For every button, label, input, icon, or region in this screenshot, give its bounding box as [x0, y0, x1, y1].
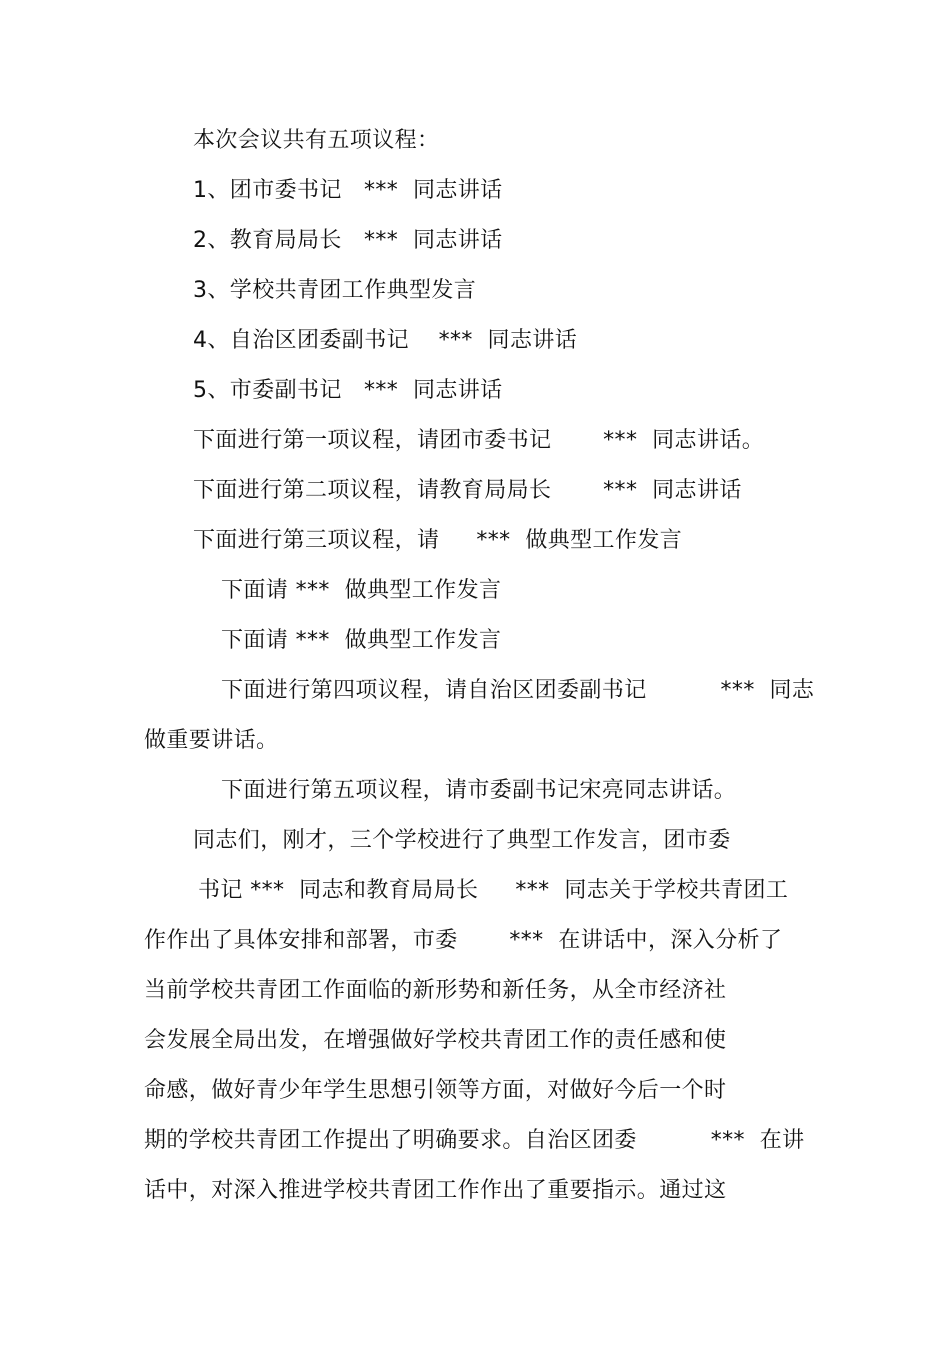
paragraph-line: 期的学校共青团工作提出了明确要求。自治区团委 *** 在讲: [144, 1128, 805, 1153]
paragraph-line: 下面请 *** 做典型工作发言: [221, 628, 502, 653]
agenda-item-4: 4、自治区团委副书记 *** 同志讲话: [193, 328, 578, 353]
paragraph-line: 话中，对深入推进学校共青团工作作出了重要指示。通过这: [144, 1178, 727, 1203]
paragraph-line: 下面进行第四项议程，请自治区团委副书记 *** 同志: [221, 678, 815, 703]
paragraph-line: 当前学校共青团工作面临的新形势和新任务，从全市经济社: [144, 978, 727, 1003]
paragraph-line: 做重要讲话。: [144, 728, 279, 753]
paragraph-line: 下面进行第三项议程，请 *** 做典型工作发言: [193, 528, 683, 553]
paragraph-line: 下面进行第二项议程，请教育局局长 *** 同志讲话: [193, 478, 742, 503]
paragraph-line: 下面请 *** 做典型工作发言: [221, 578, 502, 603]
paragraph-line: 会发展全局出发，在增强做好学校共青团工作的责任感和使: [144, 1028, 727, 1053]
paragraph-line: 同志们，刚才，三个学校进行了典型工作发言，团市委: [193, 828, 731, 853]
paragraph-line: 作作出了具体安排和部署，市委 *** 在讲话中，深入分析了: [144, 928, 783, 953]
paragraph-line: 命感，做好青少年学生思想引领等方面，对做好今后一个时: [144, 1078, 727, 1103]
agenda-item-3: 3、学校共青团工作典型发言: [193, 278, 477, 303]
paragraph-line: 书记 *** 同志和教育局局长 *** 同志关于学校共青团工: [198, 878, 789, 903]
agenda-intro: 本次会议共有五项议程：: [193, 128, 440, 153]
agenda-item-1: 1、团市委书记 *** 同志讲话: [193, 178, 503, 203]
paragraph-line: 下面进行第五项议程，请市委副书记宋亮同志讲话。: [221, 778, 737, 803]
paragraph-line: 下面进行第一项议程，请团市委书记 *** 同志讲话。: [193, 428, 765, 453]
agenda-item-2: 2、教育局局长 *** 同志讲话: [193, 228, 503, 253]
agenda-item-5: 5、市委副书记 *** 同志讲话: [193, 378, 503, 403]
